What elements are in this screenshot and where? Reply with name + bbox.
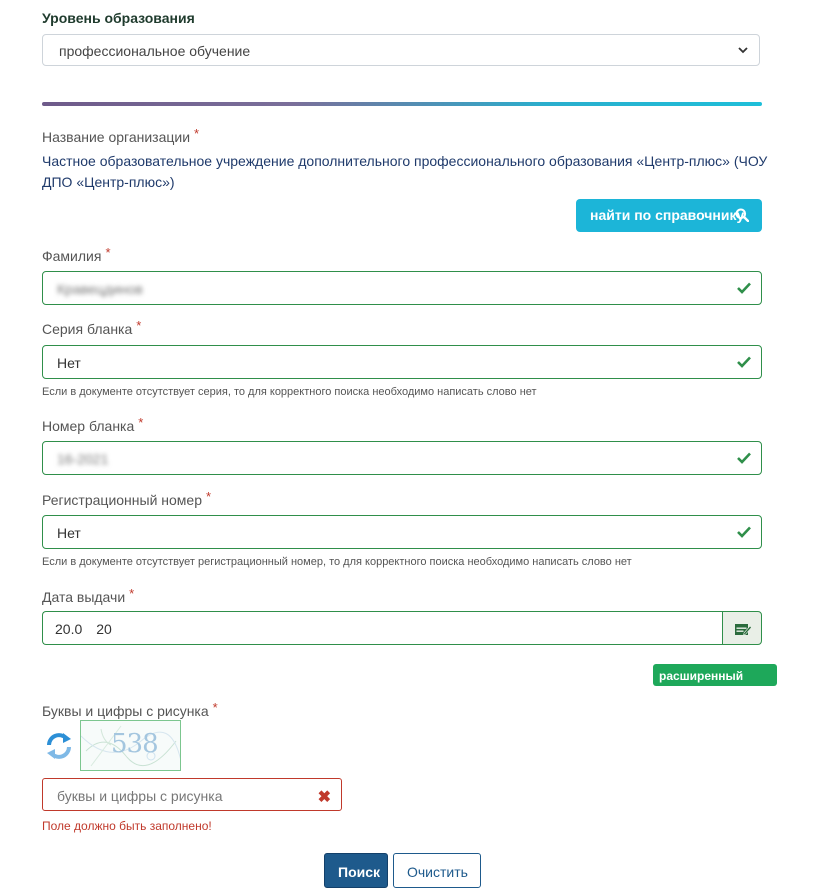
search-button[interactable]: Поиск bbox=[324, 853, 388, 888]
reg-number-label: Регистрационный номер * bbox=[42, 489, 212, 508]
section-divider bbox=[42, 102, 762, 106]
required-mark: * bbox=[206, 489, 212, 504]
refresh-icon[interactable] bbox=[44, 732, 74, 760]
education-level-value: профессиональное обучение bbox=[59, 43, 251, 59]
surname-value: Кравецдинов bbox=[57, 281, 143, 297]
reg-number-input[interactable] bbox=[42, 515, 762, 549]
check-icon bbox=[737, 452, 751, 464]
advanced-search-button[interactable]: расширенный поиск bbox=[653, 664, 777, 686]
form-series-label: Серия бланка * bbox=[42, 318, 142, 337]
check-icon bbox=[737, 356, 751, 368]
captcha-label: Буквы и цифры с рисунка * bbox=[42, 700, 218, 719]
error-x-icon: ✖ bbox=[317, 789, 331, 806]
captcha-image bbox=[80, 720, 181, 771]
captcha-text: 538 bbox=[111, 729, 158, 759]
captcha-error-message: Поле должно быть заполнено! bbox=[42, 819, 212, 833]
issue-date-value-start: 20.0 bbox=[55, 621, 83, 637]
check-icon bbox=[737, 526, 751, 538]
check-icon bbox=[737, 282, 751, 294]
required-mark: * bbox=[105, 245, 111, 260]
search-icon bbox=[735, 208, 749, 222]
form-series-input[interactable] bbox=[42, 345, 762, 379]
required-mark: * bbox=[129, 586, 135, 601]
chevron-down-icon bbox=[737, 44, 749, 56]
captcha-input[interactable] bbox=[42, 778, 342, 811]
issue-date-label: Дата выдачи * bbox=[42, 586, 135, 605]
form-series-hint: Если в документе отсутствует серия, то для корректного поиска необходимо написать слово нет bbox=[42, 386, 537, 398]
organization-label: Название организации * bbox=[42, 126, 200, 145]
calendar-button[interactable] bbox=[722, 611, 762, 645]
education-level-select[interactable] bbox=[42, 34, 760, 66]
required-mark: * bbox=[138, 415, 144, 430]
form-number-input[interactable] bbox=[42, 441, 762, 475]
form-series-value: Нет bbox=[57, 355, 81, 371]
reg-number-value: Нет bbox=[57, 525, 81, 541]
form-number-value: 16-2021 bbox=[57, 451, 109, 467]
organization-name: Частное образовательное учреждение дополнительного профессионального образования «Центр-плюс» (ЧОУ ДПО «Центр-плюс») bbox=[42, 153, 768, 190]
surname-label: Фамилия * bbox=[42, 245, 111, 264]
required-mark: * bbox=[212, 700, 218, 715]
form-number-label: Номер бланка * bbox=[42, 415, 144, 434]
find-in-directory-label: найти по справочнику bbox=[590, 207, 745, 223]
surname-input[interactable] bbox=[42, 271, 762, 305]
issue-date-input[interactable] bbox=[42, 611, 724, 645]
captcha-placeholder: буквы и цифры с рисунка bbox=[57, 788, 223, 804]
required-mark: * bbox=[194, 126, 200, 141]
find-in-directory-button[interactable] bbox=[576, 199, 762, 232]
clear-button[interactable]: Очистить bbox=[393, 853, 481, 888]
education-level-title: Уровень образования bbox=[42, 10, 195, 26]
issue-date-value-end: 20 bbox=[96, 621, 112, 637]
required-mark: * bbox=[136, 318, 142, 333]
calendar-edit-icon bbox=[734, 621, 752, 637]
reg-number-hint: Если в документе отсутствует регистрационный номер, то для корректного поиска необходимо написать слово нет bbox=[42, 556, 632, 568]
